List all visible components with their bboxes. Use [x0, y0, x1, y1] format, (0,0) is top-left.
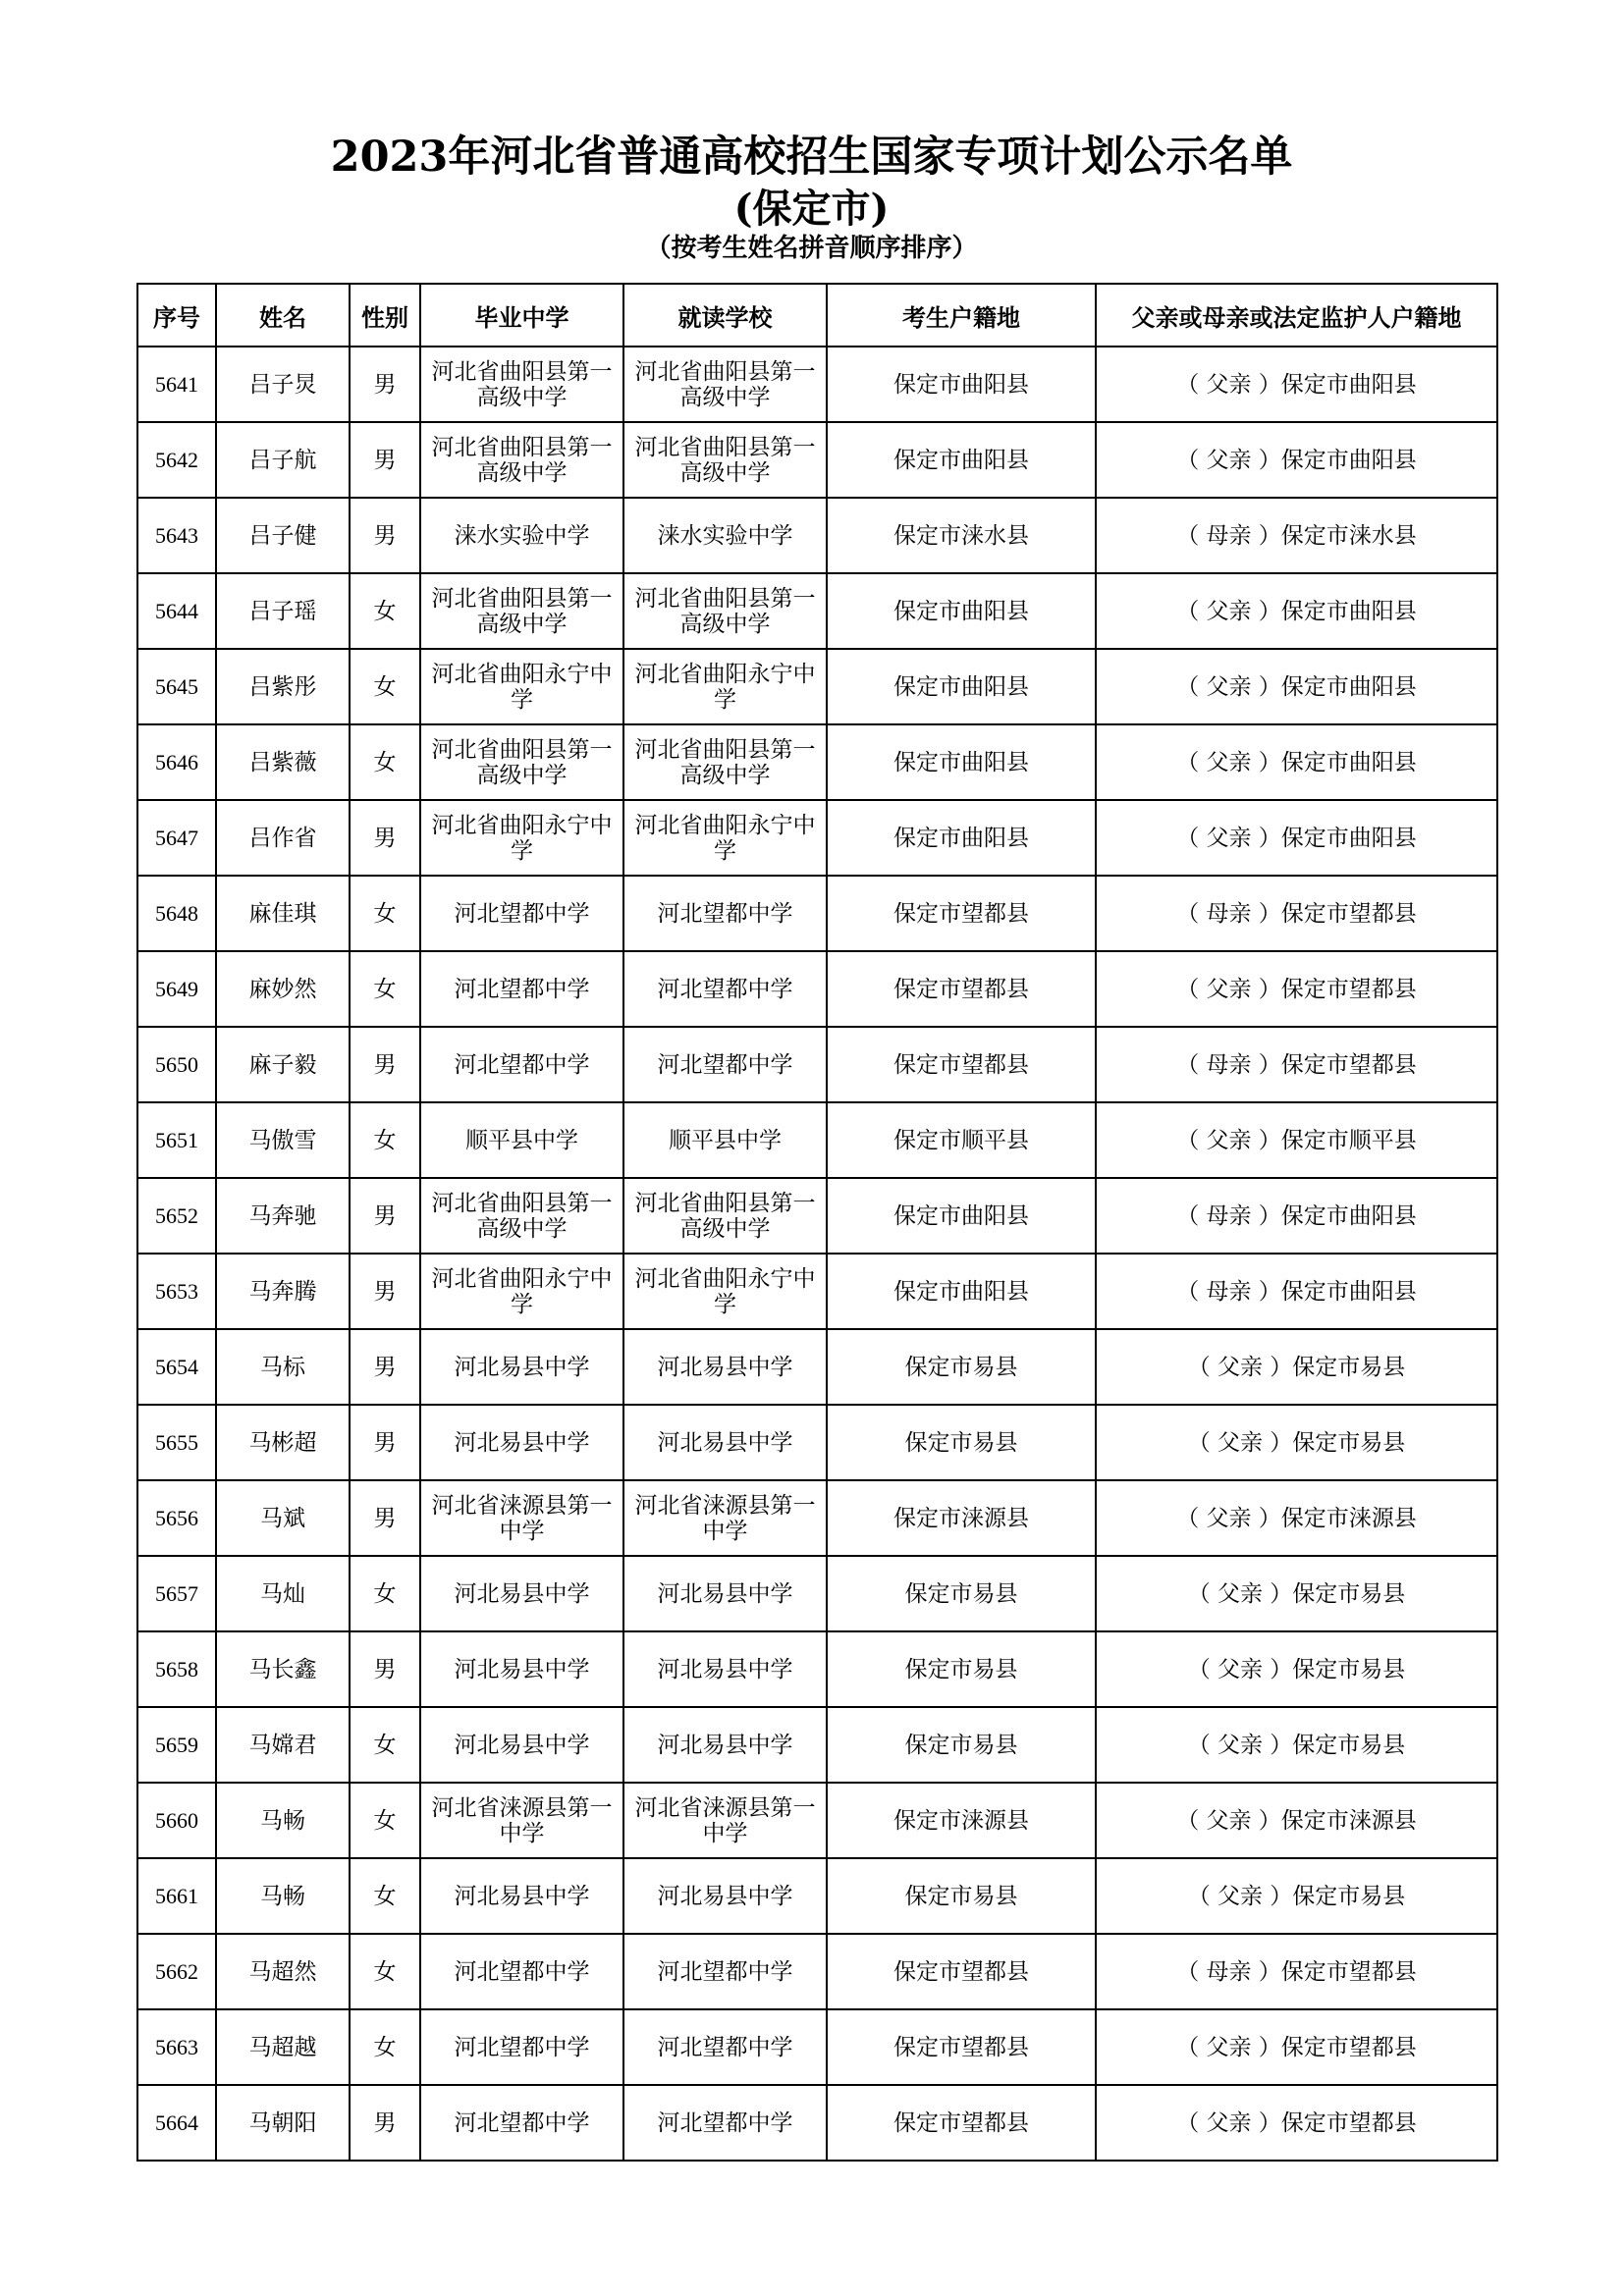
cell-name: 吕子航 [216, 422, 350, 498]
cell-current-school: 河北省曲阳县第一高级中学 [623, 1178, 827, 1254]
cell-gender: 女 [350, 2009, 420, 2085]
cell-gender: 女 [350, 724, 420, 800]
cell-name: 马长鑫 [216, 1631, 350, 1707]
cell-student-residence: 保定市易县 [827, 1858, 1096, 1934]
cell-graduation-school: 河北望都中学 [420, 951, 623, 1027]
cell-graduation-school: 河北省曲阳县第一高级中学 [420, 1178, 623, 1254]
table-row [137, 347, 1497, 422]
cell-guardian-residence: （ 父亲 ）保定市涞源县 [1096, 1783, 1497, 1858]
cell-index: 5662 [137, 1934, 216, 2009]
cell-gender: 女 [350, 1556, 420, 1631]
cell-graduation-school: 河北望都中学 [420, 876, 623, 951]
cell-current-school: 河北易县中学 [623, 1707, 827, 1783]
cell-student-residence: 保定市曲阳县 [827, 800, 1096, 876]
cell-graduation-school: 河北易县中学 [420, 1631, 623, 1707]
cell-graduation-school: 河北易县中学 [420, 1707, 623, 1783]
cell-guardian-residence: （ 父亲 ）保定市曲阳县 [1096, 573, 1497, 649]
cell-index: 5649 [137, 951, 216, 1027]
cell-gender: 男 [350, 1329, 420, 1405]
cell-index: 5654 [137, 1329, 216, 1405]
table-row [137, 649, 1497, 724]
cell-student-residence: 保定市望都县 [827, 1027, 1096, 1102]
table-row [137, 800, 1497, 876]
cell-index: 5664 [137, 2085, 216, 2161]
cell-graduation-school: 河北望都中学 [420, 2009, 623, 2085]
table-row [137, 1934, 1497, 2009]
cell-guardian-residence: （ 父亲 ）保定市望都县 [1096, 2085, 1497, 2161]
cell-gender: 女 [350, 573, 420, 649]
cell-gender: 女 [350, 1783, 420, 1858]
cell-student-residence: 保定市望都县 [827, 876, 1096, 951]
table-row [137, 1783, 1497, 1858]
cell-gender: 女 [350, 1858, 420, 1934]
cell-gender: 男 [350, 800, 420, 876]
cell-guardian-residence: （ 父亲 ）保定市曲阳县 [1096, 422, 1497, 498]
cell-index: 5647 [137, 800, 216, 876]
cell-index: 5646 [137, 724, 216, 800]
cell-graduation-school: 河北省曲阳永宁中学 [420, 1254, 623, 1329]
cell-name: 吕子瑶 [216, 573, 350, 649]
cell-current-school: 河北易县中学 [623, 1329, 827, 1405]
cell-index: 5645 [137, 649, 216, 724]
cell-guardian-residence: （ 父亲 ）保定市涞源县 [1096, 1480, 1497, 1556]
cell-gender: 男 [350, 347, 420, 422]
cell-student-residence: 保定市易县 [827, 1631, 1096, 1707]
cell-guardian-residence: （ 父亲 ）保定市易县 [1096, 1707, 1497, 1783]
table-row [137, 951, 1497, 1027]
cell-graduation-school: 河北易县中学 [420, 1329, 623, 1405]
cell-graduation-school: 河北易县中学 [420, 1556, 623, 1631]
cell-current-school: 河北省涞源县第一中学 [623, 1783, 827, 1858]
cell-student-residence: 保定市望都县 [827, 951, 1096, 1027]
cell-graduation-school: 涞水实验中学 [420, 498, 623, 573]
cell-guardian-residence: （ 父亲 ）保定市顺平县 [1096, 1102, 1497, 1178]
cell-student-residence: 保定市曲阳县 [827, 573, 1096, 649]
table-row [137, 2085, 1497, 2161]
admission-list-table [136, 283, 1498, 2162]
cell-name: 马超越 [216, 2009, 350, 2085]
cell-guardian-residence: （ 母亲 ）保定市曲阳县 [1096, 1254, 1497, 1329]
cell-current-school: 河北易县中学 [623, 1631, 827, 1707]
cell-student-residence: 保定市望都县 [827, 2085, 1096, 2161]
cell-name: 吕子健 [216, 498, 350, 573]
cell-index: 5663 [137, 2009, 216, 2085]
cell-guardian-residence: （ 父亲 ）保定市曲阳县 [1096, 800, 1497, 876]
cell-current-school: 河北省曲阳县第一高级中学 [623, 724, 827, 800]
cell-name: 麻佳琪 [216, 876, 350, 951]
cell-name: 麻子毅 [216, 1027, 350, 1102]
cell-guardian-residence: （ 父亲 ）保定市望都县 [1096, 2009, 1497, 2085]
cell-student-residence: 保定市易县 [827, 1556, 1096, 1631]
cell-current-school: 涞水实验中学 [623, 498, 827, 573]
cell-name: 吕紫彤 [216, 649, 350, 724]
cell-guardian-residence: （ 父亲 ）保定市曲阳县 [1096, 649, 1497, 724]
table-row [137, 422, 1497, 498]
cell-name: 马奔腾 [216, 1254, 350, 1329]
cell-student-residence: 保定市涞源县 [827, 1783, 1096, 1858]
cell-gender: 男 [350, 1405, 420, 1480]
cell-index: 5661 [137, 1858, 216, 1934]
cell-name: 吕紫薇 [216, 724, 350, 800]
header-student-residence: 考生户籍地 [827, 284, 1096, 347]
cell-current-school: 河北省曲阳永宁中学 [623, 800, 827, 876]
cell-name: 马朝阳 [216, 2085, 350, 2161]
document-title: 2023年河北省普通高校招生国家专项计划公示名单 [330, 133, 1293, 182]
cell-current-school: 顺平县中学 [623, 1102, 827, 1178]
cell-student-residence: 保定市易县 [827, 1329, 1096, 1405]
cell-gender: 男 [350, 422, 420, 498]
cell-gender: 男 [350, 1480, 420, 1556]
table-row [137, 1858, 1497, 1934]
cell-guardian-residence: （ 父亲 ）保定市易县 [1096, 1405, 1497, 1480]
cell-guardian-residence: （ 母亲 ）保定市曲阳县 [1096, 1178, 1497, 1254]
cell-index: 5659 [137, 1707, 216, 1783]
table-row [137, 1480, 1497, 1556]
document-subtitle: (保定市) [733, 186, 890, 232]
cell-student-residence: 保定市易县 [827, 1405, 1096, 1480]
header-graduation-school: 毕业中学 [420, 284, 623, 347]
cell-student-residence: 保定市曲阳县 [827, 422, 1096, 498]
cell-index: 5643 [137, 498, 216, 573]
cell-gender: 女 [350, 876, 420, 951]
cell-graduation-school: 河北省曲阳县第一高级中学 [420, 347, 623, 422]
cell-current-school: 河北易县中学 [623, 1556, 827, 1631]
cell-gender: 男 [350, 498, 420, 573]
cell-index: 5650 [137, 1027, 216, 1102]
cell-index: 5658 [137, 1631, 216, 1707]
cell-current-school: 河北望都中学 [623, 2009, 827, 2085]
cell-gender: 男 [350, 1027, 420, 1102]
cell-student-residence: 保定市曲阳县 [827, 347, 1096, 422]
cell-student-residence: 保定市望都县 [827, 2009, 1096, 2085]
cell-name: 马畅 [216, 1783, 350, 1858]
header-index: 序号 [137, 284, 216, 347]
cell-current-school: 河北易县中学 [623, 1858, 827, 1934]
table-row [137, 1254, 1497, 1329]
table-row [137, 1178, 1497, 1254]
cell-guardian-residence: （ 母亲 ）保定市望都县 [1096, 876, 1497, 951]
cell-guardian-residence: （ 父亲 ）保定市易县 [1096, 1858, 1497, 1934]
cell-graduation-school: 河北省曲阳永宁中学 [420, 649, 623, 724]
table-row [137, 1405, 1497, 1480]
cell-graduation-school: 河北望都中学 [420, 1934, 623, 2009]
cell-current-school: 河北省曲阳县第一高级中学 [623, 573, 827, 649]
table-row [137, 1556, 1497, 1631]
cell-graduation-school: 河北易县中学 [420, 1858, 623, 1934]
cell-name: 马灿 [216, 1556, 350, 1631]
cell-student-residence: 保定市涞水县 [827, 498, 1096, 573]
cell-student-residence: 保定市涞源县 [827, 1480, 1096, 1556]
cell-name: 马超然 [216, 1934, 350, 2009]
cell-graduation-school: 河北省曲阳永宁中学 [420, 800, 623, 876]
cell-student-residence: 保定市顺平县 [827, 1102, 1096, 1178]
cell-student-residence: 保定市曲阳县 [827, 1254, 1096, 1329]
cell-index: 5660 [137, 1783, 216, 1858]
cell-gender: 女 [350, 1707, 420, 1783]
table-row [137, 1102, 1497, 1178]
cell-gender: 女 [350, 1934, 420, 2009]
cell-gender: 男 [350, 1178, 420, 1254]
cell-current-school: 河北望都中学 [623, 1934, 827, 2009]
cell-guardian-residence: （ 父亲 ）保定市易县 [1096, 1329, 1497, 1405]
cell-index: 5648 [137, 876, 216, 951]
cell-student-residence: 保定市望都县 [827, 1934, 1096, 2009]
cell-gender: 男 [350, 2085, 420, 2161]
cell-graduation-school: 河北望都中学 [420, 1027, 623, 1102]
cell-gender: 女 [350, 649, 420, 724]
cell-name: 马彬超 [216, 1405, 350, 1480]
table-header-row [137, 284, 1497, 347]
cell-name: 马畅 [216, 1858, 350, 1934]
cell-guardian-residence: （ 父亲 ）保定市易县 [1096, 1556, 1497, 1631]
cell-student-residence: 保定市易县 [827, 1707, 1096, 1783]
cell-guardian-residence: （ 母亲 ）保定市望都县 [1096, 1934, 1497, 2009]
cell-graduation-school: 河北省涞源县第一中学 [420, 1480, 623, 1556]
header-gender: 性别 [350, 284, 420, 347]
cell-name: 麻妙然 [216, 951, 350, 1027]
table-row [137, 1631, 1497, 1707]
cell-graduation-school: 河北省曲阳县第一高级中学 [420, 573, 623, 649]
cell-current-school: 河北省涞源县第一中学 [623, 1480, 827, 1556]
cell-name: 马斌 [216, 1480, 350, 1556]
cell-graduation-school: 河北省涞源县第一中学 [420, 1783, 623, 1858]
table-row [137, 1707, 1497, 1783]
table-row [137, 498, 1497, 573]
cell-current-school: 河北易县中学 [623, 1405, 827, 1480]
cell-guardian-residence: （ 父亲 ）保定市曲阳县 [1096, 724, 1497, 800]
table-row [137, 2009, 1497, 2085]
cell-index: 5656 [137, 1480, 216, 1556]
cell-name: 马嫦君 [216, 1707, 350, 1783]
cell-current-school: 河北望都中学 [623, 951, 827, 1027]
cell-name: 马傲雪 [216, 1102, 350, 1178]
table-row [137, 573, 1497, 649]
cell-current-school: 河北望都中学 [623, 876, 827, 951]
cell-index: 5644 [137, 573, 216, 649]
cell-guardian-residence: （ 父亲 ）保定市曲阳县 [1096, 347, 1497, 422]
cell-name: 吕子炅 [216, 347, 350, 422]
cell-student-residence: 保定市曲阳县 [827, 1178, 1096, 1254]
cell-index: 5652 [137, 1178, 216, 1254]
cell-guardian-residence: （ 母亲 ）保定市涞水县 [1096, 498, 1497, 573]
table-row [137, 876, 1497, 951]
header-guardian-residence: 父亲或母亲或法定监护人户籍地 [1096, 284, 1497, 347]
cell-current-school: 河北省曲阳永宁中学 [623, 1254, 827, 1329]
cell-current-school: 河北省曲阳县第一高级中学 [623, 422, 827, 498]
cell-student-residence: 保定市曲阳县 [827, 724, 1096, 800]
cell-gender: 女 [350, 951, 420, 1027]
header-name: 姓名 [216, 284, 350, 347]
cell-graduation-school: 顺平县中学 [420, 1102, 623, 1178]
cell-graduation-school: 河北省曲阳县第一高级中学 [420, 422, 623, 498]
cell-guardian-residence: （ 父亲 ）保定市易县 [1096, 1631, 1497, 1707]
cell-index: 5657 [137, 1556, 216, 1631]
cell-graduation-school: 河北易县中学 [420, 1405, 623, 1480]
cell-graduation-school: 河北望都中学 [420, 2085, 623, 2161]
cell-current-school: 河北望都中学 [623, 2085, 827, 2161]
cell-guardian-residence: （ 母亲 ）保定市望都县 [1096, 1027, 1497, 1102]
cell-index: 5655 [137, 1405, 216, 1480]
cell-index: 5651 [137, 1102, 216, 1178]
cell-gender: 女 [350, 1102, 420, 1178]
cell-current-school: 河北省曲阳永宁中学 [623, 649, 827, 724]
cell-index: 5642 [137, 422, 216, 498]
cell-index: 5641 [137, 347, 216, 422]
cell-gender: 男 [350, 1254, 420, 1329]
cell-gender: 男 [350, 1631, 420, 1707]
cell-current-school: 河北省曲阳县第一高级中学 [623, 347, 827, 422]
cell-index: 5653 [137, 1254, 216, 1329]
table-row [137, 1329, 1497, 1405]
sort-note: （按考生姓名拼音顺序排序） [645, 234, 978, 263]
table-row [137, 724, 1497, 800]
cell-graduation-school: 河北省曲阳县第一高级中学 [420, 724, 623, 800]
table-row [137, 1027, 1497, 1102]
cell-name: 吕作省 [216, 800, 350, 876]
header-current-school: 就读学校 [623, 284, 827, 347]
cell-guardian-residence: （ 父亲 ）保定市望都县 [1096, 951, 1497, 1027]
cell-current-school: 河北望都中学 [623, 1027, 827, 1102]
cell-name: 马奔驰 [216, 1178, 350, 1254]
cell-student-residence: 保定市曲阳县 [827, 649, 1096, 724]
cell-name: 马标 [216, 1329, 350, 1405]
